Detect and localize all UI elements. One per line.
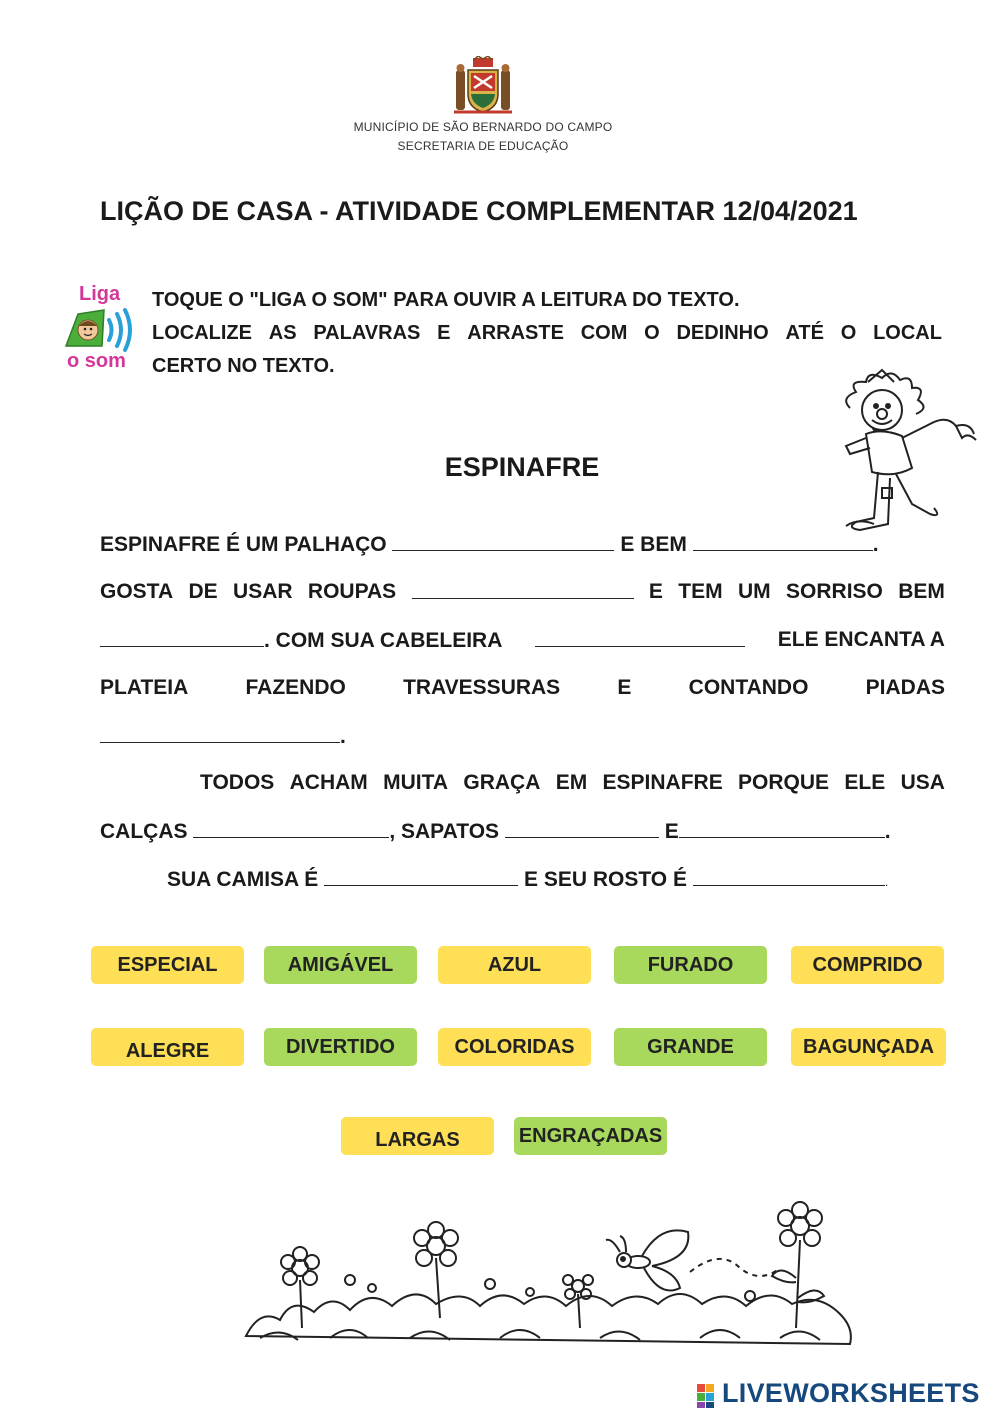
word: O bbox=[644, 322, 660, 344]
page-title: LIÇÃO DE CASA - ATIVIDADE COMPLEMENTAR 12/04/2021 bbox=[100, 196, 858, 226]
story-word: SORRISO bbox=[786, 580, 883, 603]
story-text: ELE ENCANTA A bbox=[777, 628, 945, 651]
story-line-3 bbox=[100, 628, 945, 653]
story-line-5 bbox=[100, 724, 945, 749]
story-word: UM bbox=[737, 580, 771, 603]
story-text: SUA CAMISA É bbox=[167, 868, 319, 891]
municipality-name: MUNICÍPIO DE SÃO BERNARDO DO CAMPO bbox=[353, 120, 613, 134]
word: ATÉ bbox=[785, 322, 824, 344]
drop-blank-9[interactable] bbox=[679, 819, 885, 838]
instruction-line-3: CERTO NO TEXTO. bbox=[152, 355, 335, 377]
story-word: USAR bbox=[233, 580, 293, 603]
story-word: E bbox=[648, 580, 663, 603]
story-word: PORQUE bbox=[738, 771, 830, 794]
story-word: CONTANDO bbox=[688, 676, 809, 699]
drop-blank-10[interactable] bbox=[324, 867, 518, 886]
story-text: E BEM bbox=[620, 533, 687, 556]
municipal-coat-of-arms-icon bbox=[452, 56, 514, 118]
liveworksheets-brand: LIVEWORKSHEETS bbox=[722, 1378, 980, 1408]
drop-blank-5[interactable] bbox=[535, 628, 745, 647]
story-word: ACHAM bbox=[289, 771, 368, 794]
story-word: DE bbox=[188, 580, 218, 603]
word: COM bbox=[580, 322, 628, 344]
word: PALAVRAS bbox=[313, 322, 421, 344]
story-line-1 bbox=[100, 532, 945, 557]
story-text: E bbox=[664, 820, 679, 843]
instruction-line-1: TOQUE O "LIGA O SOM" PARA OUVIR A LEITURA DO TEXTO. bbox=[152, 289, 740, 311]
story-word: EM bbox=[555, 771, 588, 794]
department-name: SECRETARIA DE EDUCAÇÃO bbox=[397, 139, 569, 153]
drop-blank-7[interactable] bbox=[193, 819, 389, 838]
word-chip-baguncada[interactable]: BAGUNÇADA bbox=[791, 1028, 946, 1066]
story-word: TEM bbox=[678, 580, 723, 603]
story-text: , SAPATOS bbox=[389, 820, 500, 843]
word: E bbox=[437, 322, 451, 344]
word-chip-engracadas[interactable]: ENGRAÇADAS bbox=[514, 1117, 667, 1155]
story-line-2 bbox=[100, 580, 945, 604]
story-line-8 bbox=[167, 867, 927, 892]
story-word: GOSTA bbox=[100, 580, 174, 603]
speaker-sound-icon bbox=[64, 308, 136, 352]
story-text: . bbox=[884, 820, 891, 843]
story-word: USA bbox=[900, 771, 945, 794]
story-line-4 bbox=[100, 676, 945, 700]
story-text: . COM SUA CABELEIRA bbox=[264, 629, 503, 652]
drop-blank-11[interactable] bbox=[693, 867, 885, 886]
story-line-7 bbox=[100, 819, 945, 844]
instruction-line-2 bbox=[152, 317, 942, 350]
story-text: . bbox=[884, 875, 889, 889]
butterfly-icon bbox=[606, 1230, 780, 1290]
story-line-6 bbox=[200, 771, 945, 795]
story-word: BEM bbox=[898, 580, 945, 603]
word-chip-azul[interactable]: AZUL bbox=[438, 946, 591, 984]
word-chip-especial[interactable]: ESPECIAL bbox=[91, 946, 244, 984]
word-chip-alegre[interactable]: ALEGRE bbox=[91, 1028, 244, 1066]
story-text: CALÇAS bbox=[100, 820, 188, 843]
story-text: E SEU ROSTO É bbox=[523, 868, 687, 891]
drop-blank-2[interactable] bbox=[693, 532, 873, 551]
word: LOCAL bbox=[873, 322, 942, 344]
story-word: TRAVESSURAS bbox=[403, 676, 561, 699]
story-text: . bbox=[340, 725, 346, 748]
word: O bbox=[840, 322, 857, 344]
word: AS bbox=[268, 322, 297, 344]
story-word: ELE bbox=[844, 771, 886, 794]
story-word: ESPINAFRE bbox=[602, 771, 723, 794]
story-text: ESPINAFRE É UM PALHAÇO bbox=[100, 533, 387, 556]
story-text: . bbox=[872, 533, 879, 556]
word-chip-divertido[interactable]: DIVERTIDO bbox=[264, 1028, 417, 1066]
liga-o-som-label-2: o som bbox=[67, 350, 126, 372]
word: ARRASTE bbox=[467, 322, 564, 344]
word: DEDINHO bbox=[676, 322, 769, 344]
drop-blank-4[interactable] bbox=[100, 628, 264, 647]
word-chip-grande[interactable]: GRANDE bbox=[614, 1028, 767, 1066]
story-word: ROUPAS bbox=[307, 580, 397, 603]
story-word: PLATEIA bbox=[100, 676, 189, 699]
story-word: E bbox=[617, 676, 632, 699]
word-chip-largas[interactable]: LARGAS bbox=[341, 1117, 494, 1155]
liga-o-som-label-1: Liga bbox=[79, 283, 121, 305]
drop-blank-6[interactable] bbox=[100, 724, 340, 743]
garden-flowers-illustration bbox=[240, 1188, 860, 1358]
drop-blank-8[interactable] bbox=[505, 819, 659, 838]
word-chip-furado[interactable]: FURADO bbox=[614, 946, 767, 984]
story-word: PIADAS bbox=[865, 676, 945, 699]
drop-blank-1[interactable] bbox=[392, 532, 614, 551]
word-chip-amigavel[interactable]: AMIGÁVEL bbox=[264, 946, 417, 984]
story-word: MUITA bbox=[383, 771, 449, 794]
word-chip-coloridas[interactable]: COLORIDAS bbox=[438, 1028, 591, 1066]
word: LOCALIZE bbox=[152, 322, 252, 344]
word-chip-comprido[interactable]: COMPRIDO bbox=[791, 946, 944, 984]
drop-blank-3[interactable] bbox=[412, 580, 634, 599]
instructions bbox=[152, 284, 942, 383]
story-title: ESPINAFRE bbox=[444, 452, 600, 482]
story-word: TODOS bbox=[200, 771, 275, 794]
story-word: GRAÇA bbox=[463, 771, 541, 794]
story-word: FAZENDO bbox=[245, 676, 346, 699]
